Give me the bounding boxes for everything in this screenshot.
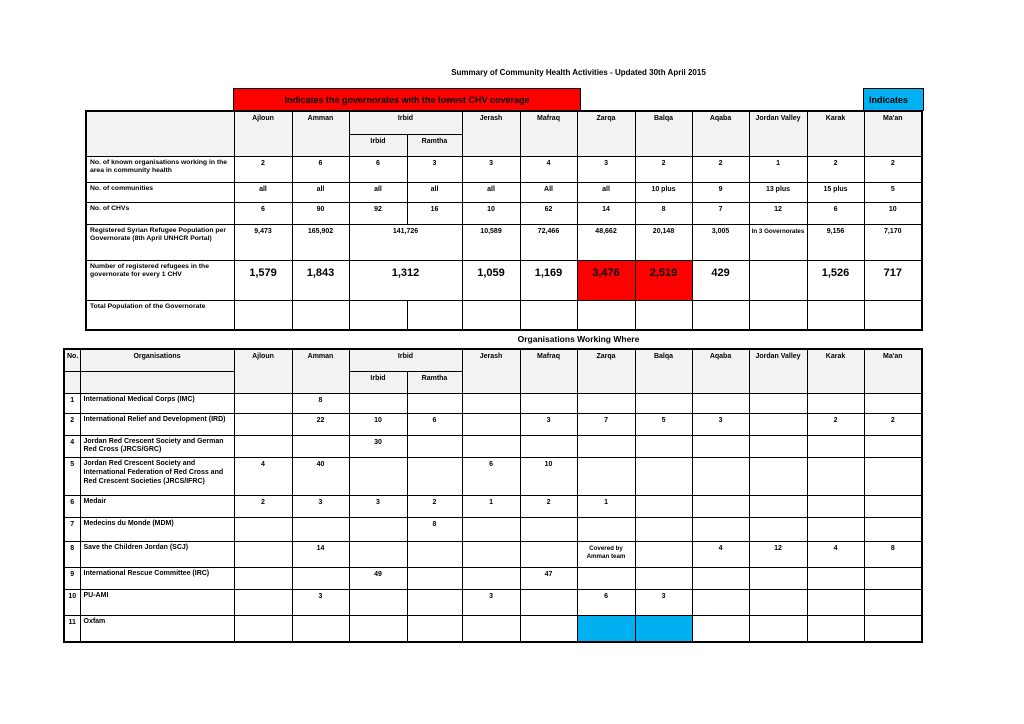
data-cell (635, 300, 692, 330)
data-cell: 3 (692, 413, 749, 435)
org-row-medair (64, 496, 922, 518)
data-cell: 141,726 (349, 224, 462, 260)
column-header-zarqa: Zarqa (577, 349, 635, 393)
table1-row-1 (86, 182, 922, 202)
data-cell (520, 518, 577, 542)
org-row-medecins-du-monde-mdm (64, 518, 922, 542)
data-cell (407, 435, 462, 458)
org-name: Medair (80, 496, 234, 518)
data-cell (292, 568, 349, 590)
column-header-mafraq: Mafraq (520, 349, 577, 393)
data-cell (292, 435, 349, 458)
column-header-amman: Amman (292, 349, 349, 393)
data-cell (864, 435, 922, 458)
legend-red-lowest-chv-coverage: Indicates the governorates with the lowest CHV coverage (233, 88, 581, 111)
data-cell: 2 (234, 496, 292, 518)
data-cell: 2 (807, 413, 864, 435)
data-cell: 8 (407, 518, 462, 542)
data-cell: 2 (864, 156, 922, 182)
data-cell (577, 300, 635, 330)
data-cell (234, 616, 292, 642)
column-subheader-irbid: Irbid (349, 371, 407, 393)
org-row-international-rescue-committee-irc (64, 568, 922, 590)
data-cell (864, 518, 922, 542)
column-subheader-ramtha: Ramtha (407, 371, 462, 393)
data-cell (807, 616, 864, 642)
data-cell (292, 616, 349, 642)
row-label: Registered Syrian Refugee Population per Governorate (8th April UNHCR Portal) (86, 224, 234, 260)
org-name: PU-AMI (80, 590, 234, 616)
data-cell (407, 542, 462, 568)
data-cell (635, 616, 692, 642)
column-header-jordan-valley: Jordan Valley (749, 349, 807, 393)
data-cell: 4 (692, 542, 749, 568)
data-cell: 16 (407, 202, 462, 224)
org-name: International Rescue Committee (IRC) (80, 568, 234, 590)
data-cell (462, 435, 520, 458)
data-cell: 1 (462, 496, 520, 518)
data-cell: 4 (234, 458, 292, 496)
data-cell (520, 435, 577, 458)
data-cell: Covered by Amman team (577, 542, 635, 568)
column-header-ajloun: Ajloun (234, 349, 292, 393)
row-label: No. of communities (86, 182, 234, 202)
column-header-karak: Karak (807, 349, 864, 393)
org-number: 1 (64, 393, 80, 413)
data-cell: 1,312 (349, 260, 462, 300)
org-number: 4 (64, 435, 80, 458)
data-cell: 429 (692, 260, 749, 300)
data-cell (807, 590, 864, 616)
data-cell (692, 590, 749, 616)
data-cell (749, 616, 807, 642)
data-cell (462, 300, 520, 330)
org-name: International Medical Corps (IMC) (80, 393, 234, 413)
data-cell: 12 (749, 542, 807, 568)
org-row-oxfam (64, 616, 922, 642)
data-cell: 10 (462, 202, 520, 224)
data-cell (407, 616, 462, 642)
data-cell: 7 (692, 202, 749, 224)
table1-row-3 (86, 224, 922, 260)
data-cell: all (407, 182, 462, 202)
org-number: 10 (64, 590, 80, 616)
org-name: Jordan Red Crescent Society and International Federation of Red Cross and Red Crescent Societies (JRCS/IFRC) (80, 458, 234, 496)
data-cell: 3 (349, 496, 407, 518)
column-header-balqa: Balqa (635, 111, 692, 156)
data-cell (635, 568, 692, 590)
data-cell: 3 (462, 156, 520, 182)
column-header-ma-an: Ma'an (864, 111, 922, 156)
data-cell (462, 518, 520, 542)
data-cell: 2 (864, 413, 922, 435)
data-cell (635, 496, 692, 518)
data-cell (520, 393, 577, 413)
data-cell (749, 458, 807, 496)
row-label: Number of registered refugees in the governorate for every 1 CHV (86, 260, 234, 300)
data-cell (292, 300, 349, 330)
data-cell: 12 (749, 202, 807, 224)
org-row-international-medical-corps-imc (64, 393, 922, 413)
data-cell (407, 568, 462, 590)
table1-row-2 (86, 202, 922, 224)
data-cell (692, 616, 749, 642)
org-name: Save the Children Jordan (SCJ) (80, 542, 234, 568)
data-cell: all (577, 182, 635, 202)
data-cell (234, 300, 292, 330)
data-cell: 2 (635, 156, 692, 182)
data-cell (692, 518, 749, 542)
column-subheader-irbid: Irbid (349, 134, 407, 156)
data-cell: 10 (864, 202, 922, 224)
data-cell: 3 (292, 496, 349, 518)
no-column-subheader (64, 371, 80, 393)
data-cell: 4 (520, 156, 577, 182)
data-cell: 717 (864, 260, 922, 300)
data-cell (462, 616, 520, 642)
data-cell (234, 568, 292, 590)
data-cell (520, 590, 577, 616)
data-cell: 22 (292, 413, 349, 435)
data-cell: 3,476 (577, 260, 635, 300)
org-number: 9 (64, 568, 80, 590)
data-cell: all (462, 182, 520, 202)
data-cell: 2,519 (635, 260, 692, 300)
data-cell (577, 616, 635, 642)
column-header-ajloun: Ajloun (234, 111, 292, 156)
data-cell: 7 (577, 413, 635, 435)
data-cell (577, 458, 635, 496)
column-header-amman: Amman (292, 111, 349, 156)
data-cell: 5 (864, 182, 922, 202)
data-cell: 6 (807, 202, 864, 224)
data-cell (807, 300, 864, 330)
column-header-balqa: Balqa (635, 349, 692, 393)
data-cell: 10 (349, 413, 407, 435)
data-cell (749, 413, 807, 435)
data-cell (635, 518, 692, 542)
data-cell: 8 (292, 393, 349, 413)
data-cell: 1,169 (520, 260, 577, 300)
data-cell (864, 458, 922, 496)
column-header-irbid: Irbid (349, 111, 462, 134)
data-cell: 3 (577, 156, 635, 182)
data-cell (234, 518, 292, 542)
org-column-subheader (80, 371, 234, 393)
data-cell (234, 590, 292, 616)
data-cell: 3,005 (692, 224, 749, 260)
data-cell: 13 plus (749, 182, 807, 202)
data-cell: all (292, 182, 349, 202)
data-cell (520, 616, 577, 642)
data-cell: 5 (635, 413, 692, 435)
data-cell: 14 (577, 202, 635, 224)
data-cell: 6 (349, 156, 407, 182)
no-column-header: No. (64, 349, 80, 371)
data-cell: 72,466 (520, 224, 577, 260)
data-cell (692, 496, 749, 518)
column-header-mafraq: Mafraq (520, 111, 577, 156)
data-cell: In 3 Governorates (749, 224, 807, 260)
data-cell (692, 568, 749, 590)
data-cell: 1,526 (807, 260, 864, 300)
data-cell: 62 (520, 202, 577, 224)
data-cell: 30 (349, 435, 407, 458)
data-cell (577, 393, 635, 413)
data-cell (807, 393, 864, 413)
org-number: 11 (64, 616, 80, 642)
data-cell (807, 568, 864, 590)
data-cell: 7,170 (864, 224, 922, 260)
org-number: 8 (64, 542, 80, 568)
data-cell (349, 518, 407, 542)
data-cell (407, 458, 462, 496)
data-cell (349, 590, 407, 616)
data-cell (462, 542, 520, 568)
data-cell: 40 (292, 458, 349, 496)
data-cell: 1,843 (292, 260, 349, 300)
data-cell: 48,662 (577, 224, 635, 260)
data-cell: 1 (577, 496, 635, 518)
data-cell: 6 (292, 156, 349, 182)
data-cell: all (234, 182, 292, 202)
data-cell: 1,579 (234, 260, 292, 300)
data-cell (749, 590, 807, 616)
data-cell: 20,148 (635, 224, 692, 260)
org-number: 6 (64, 496, 80, 518)
column-header-aqaba: Aqaba (692, 349, 749, 393)
data-cell (749, 393, 807, 413)
data-cell (864, 568, 922, 590)
data-cell: 6 (577, 590, 635, 616)
table1-row-5 (86, 300, 922, 330)
data-cell (462, 413, 520, 435)
data-cell (462, 393, 520, 413)
column-header-karak: Karak (807, 111, 864, 156)
table1-row-0 (86, 156, 922, 182)
data-cell: 165,902 (292, 224, 349, 260)
data-cell (692, 393, 749, 413)
data-cell (234, 413, 292, 435)
data-cell: 49 (349, 568, 407, 590)
data-cell (520, 542, 577, 568)
org-name: Oxfam (80, 616, 234, 642)
org-row-jordan-red-crescent-society-and-international-federation-of-red-cross-and-red-crescent-societies-jrcs-ifrc (64, 458, 922, 496)
data-cell (349, 616, 407, 642)
column-subheader-ramtha: Ramtha (407, 134, 462, 156)
data-cell: 8 (864, 542, 922, 568)
data-cell: 8 (635, 202, 692, 224)
data-cell (749, 300, 807, 330)
data-cell (807, 496, 864, 518)
data-cell (635, 435, 692, 458)
data-cell (749, 435, 807, 458)
data-cell (234, 435, 292, 458)
data-cell: 9,473 (234, 224, 292, 260)
data-cell (692, 435, 749, 458)
data-cell: 3 (292, 590, 349, 616)
column-header-irbid: Irbid (349, 349, 462, 371)
community-health-summary-table (85, 110, 923, 331)
data-cell: 92 (349, 202, 407, 224)
data-cell (407, 393, 462, 413)
column-header-jerash: Jerash (462, 111, 520, 156)
column-header-ma-an: Ma'an (864, 349, 922, 393)
org-row-jordan-red-crescent-society-and-german-red-cross-jrcs-grc (64, 435, 922, 458)
data-cell (692, 458, 749, 496)
data-cell (635, 458, 692, 496)
org-column-header: Organisations (80, 349, 234, 371)
organisations-table-title: Organisations Working Where (517, 334, 640, 344)
row-label: No. of known organisations working in the area in community health (86, 156, 234, 182)
data-cell: 2 (520, 496, 577, 518)
data-cell (864, 393, 922, 413)
org-row-international-relief-and-development-ird (64, 413, 922, 435)
column-header-jerash: Jerash (462, 349, 520, 393)
data-cell: 47 (520, 568, 577, 590)
column-header-jordan-valley: Jordan Valley (749, 111, 807, 156)
table2-header-row-1 (64, 349, 922, 371)
data-cell (807, 458, 864, 496)
data-cell: 2 (807, 156, 864, 182)
legend-blue: Indicates (863, 88, 924, 111)
data-cell: 6 (462, 458, 520, 496)
data-cell (349, 458, 407, 496)
data-cell: 10 plus (635, 182, 692, 202)
data-cell: all (349, 182, 407, 202)
data-cell (577, 568, 635, 590)
data-cell: All (520, 182, 577, 202)
org-name: Jordan Red Crescent Society and German Red Cross (JRCS/GRC) (80, 435, 234, 458)
data-cell (635, 542, 692, 568)
data-cell: 9 (692, 182, 749, 202)
data-cell (234, 542, 292, 568)
column-header-aqaba: Aqaba (692, 111, 749, 156)
data-cell (749, 518, 807, 542)
data-cell (692, 300, 749, 330)
data-cell: 10,589 (462, 224, 520, 260)
data-cell (349, 300, 407, 330)
data-cell (407, 590, 462, 616)
data-cell: 10 (520, 458, 577, 496)
data-cell (807, 435, 864, 458)
org-name: International Relief and Development (IRD) (80, 413, 234, 435)
data-cell: 2 (234, 156, 292, 182)
data-cell: 9,156 (807, 224, 864, 260)
table1-row-4 (86, 260, 922, 300)
data-cell (349, 542, 407, 568)
row-label: No. of CHVs (86, 202, 234, 224)
column-header-zarqa: Zarqa (577, 111, 635, 156)
data-cell: 2 (407, 496, 462, 518)
data-cell (577, 518, 635, 542)
data-cell (864, 590, 922, 616)
data-cell: 1,059 (462, 260, 520, 300)
data-cell: 3 (407, 156, 462, 182)
row-label: Total Population of the Governorate (86, 300, 234, 330)
data-cell (407, 300, 462, 330)
data-cell (864, 496, 922, 518)
table1-corner-cell (86, 111, 234, 156)
table1-header-row-1 (86, 111, 922, 134)
data-cell: 3 (462, 590, 520, 616)
data-cell (577, 435, 635, 458)
data-cell (520, 300, 577, 330)
data-cell: 3 (635, 590, 692, 616)
data-cell (462, 568, 520, 590)
data-cell (749, 260, 807, 300)
data-cell: 90 (292, 202, 349, 224)
data-cell: 1 (749, 156, 807, 182)
data-cell: 6 (234, 202, 292, 224)
data-cell (349, 393, 407, 413)
data-cell: 15 plus (807, 182, 864, 202)
org-row-save-the-children-jordan-scj (64, 542, 922, 568)
org-name: Medecins du Monde (MDM) (80, 518, 234, 542)
organisations-working-where-table (63, 348, 923, 643)
data-cell (234, 393, 292, 413)
data-cell: 6 (407, 413, 462, 435)
org-row-pu-ami (64, 590, 922, 616)
org-number: 2 (64, 413, 80, 435)
data-cell (635, 393, 692, 413)
data-cell: 4 (807, 542, 864, 568)
data-cell (864, 616, 922, 642)
data-cell (292, 518, 349, 542)
org-number: 7 (64, 518, 80, 542)
data-cell: 14 (292, 542, 349, 568)
data-cell (749, 496, 807, 518)
data-cell (807, 518, 864, 542)
data-cell (864, 300, 922, 330)
data-cell: 3 (520, 413, 577, 435)
data-cell: 2 (692, 156, 749, 182)
data-cell (749, 568, 807, 590)
page-title: Summary of Community Health Activities - Updated 30th April 2015 (451, 68, 706, 77)
org-number: 5 (64, 458, 80, 496)
